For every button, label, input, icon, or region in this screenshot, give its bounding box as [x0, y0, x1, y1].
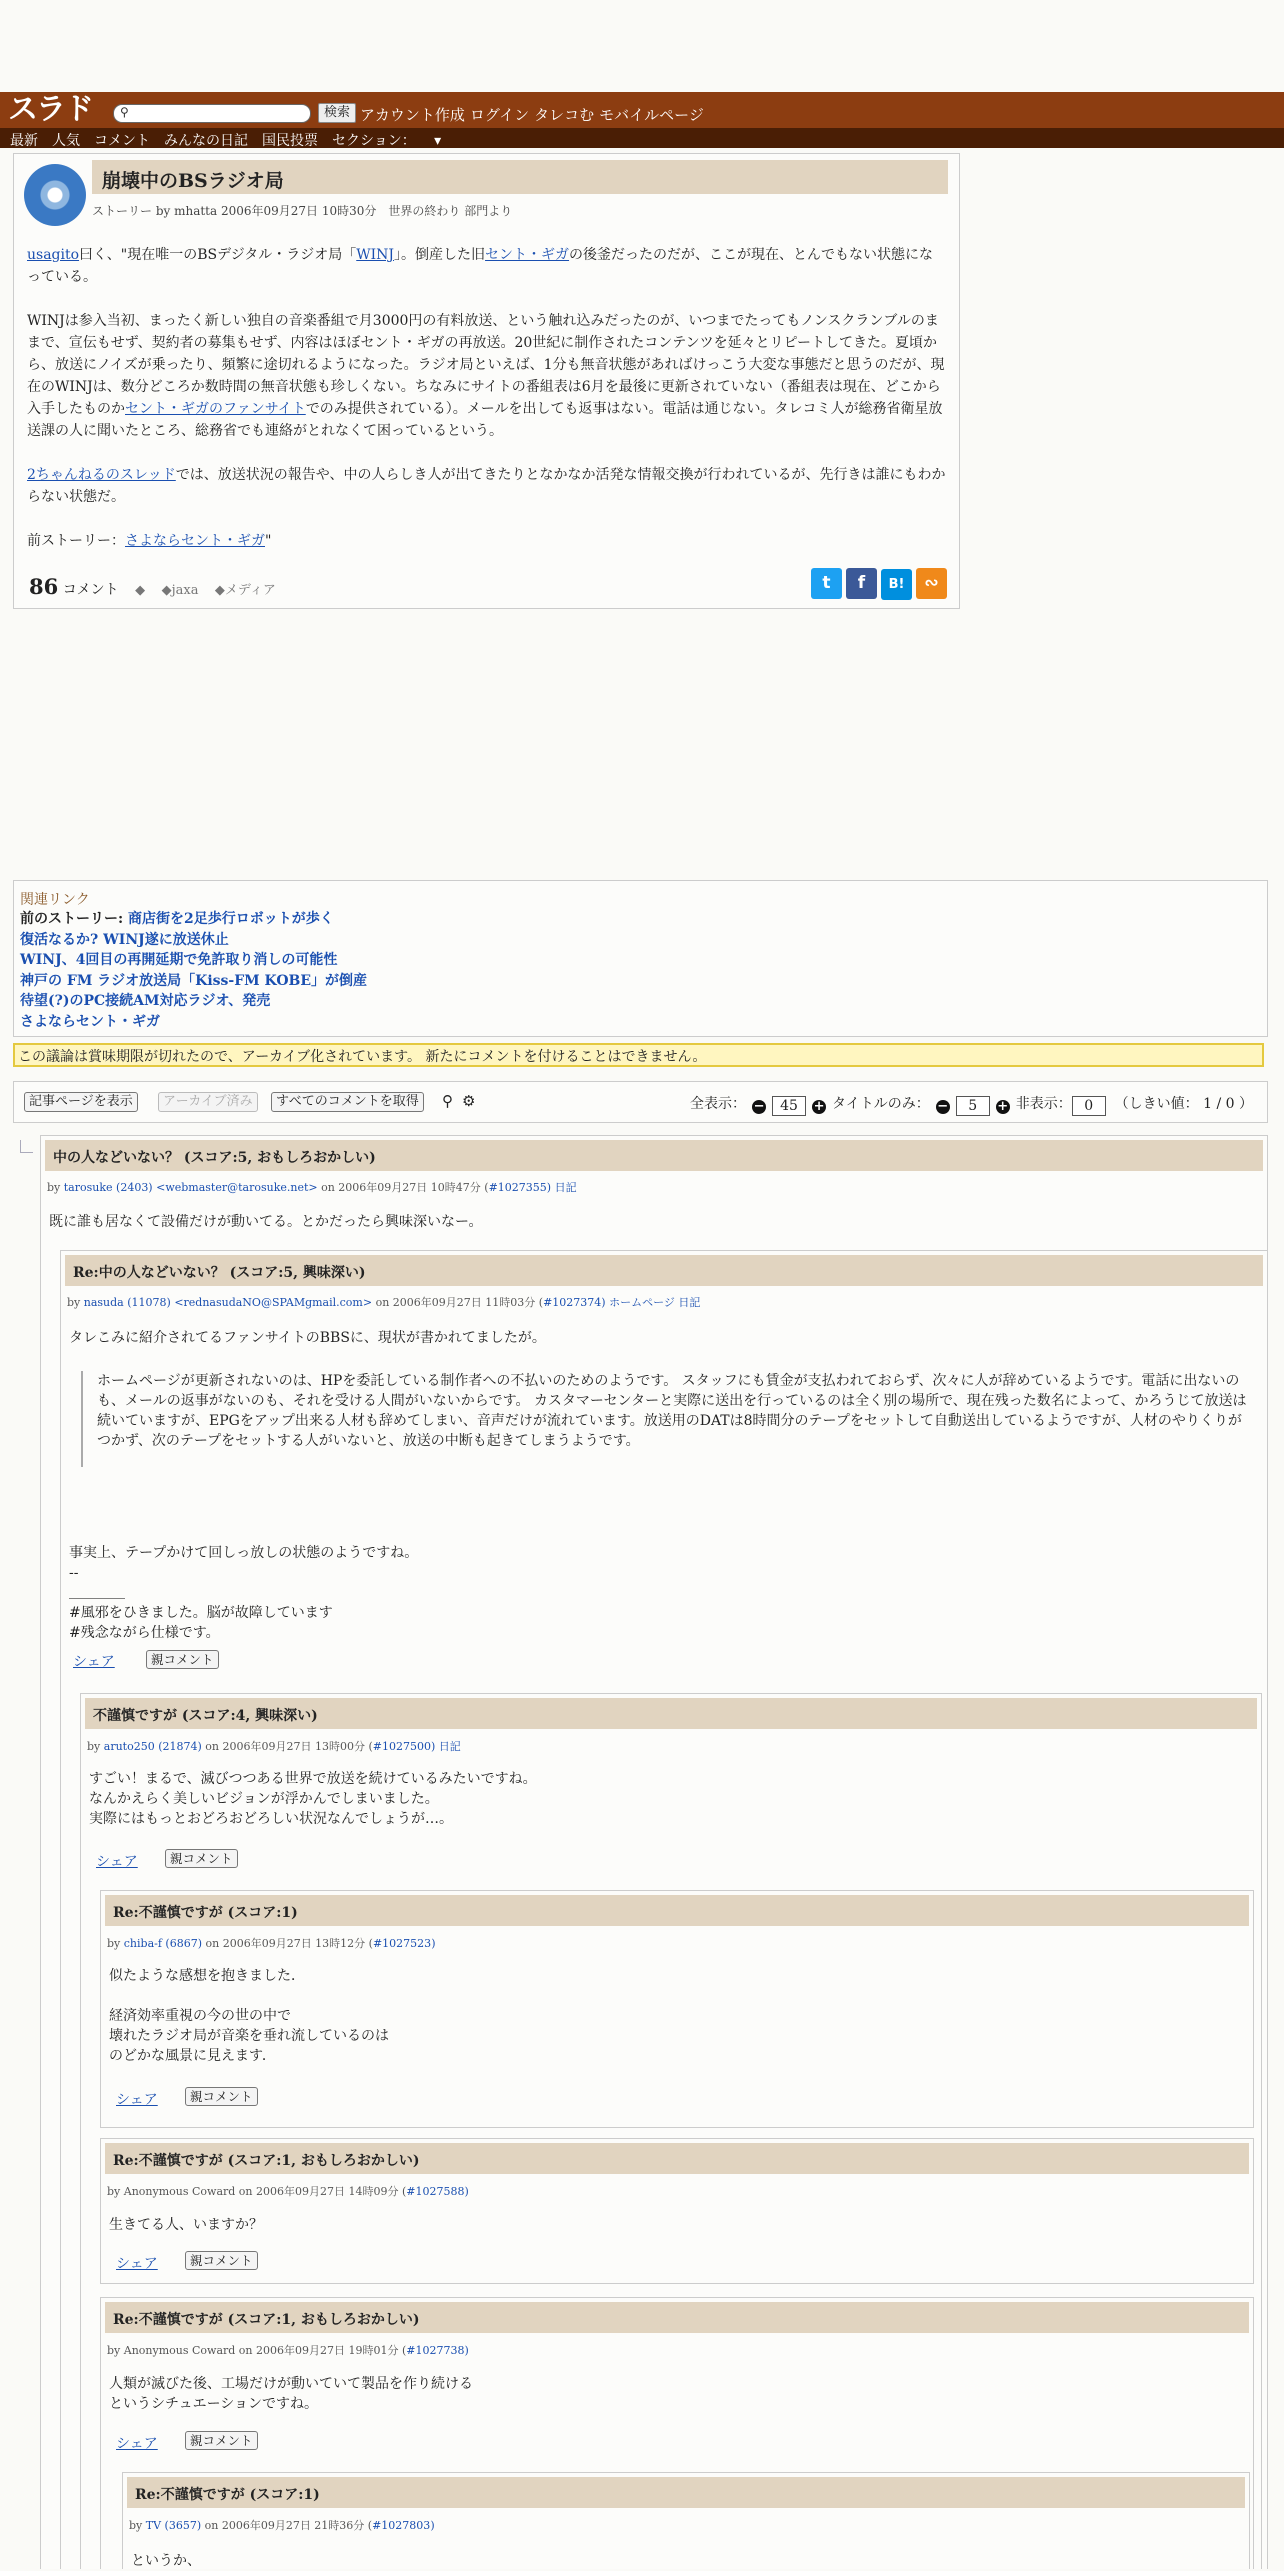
nav-sections[interactable]: セクション： ▾: [332, 133, 442, 149]
parent-comment-button[interactable]: 親コメント: [165, 1849, 238, 1868]
comment-user[interactable]: TV (3657): [145, 2519, 202, 2532]
comment-title[interactable]: 不謹慎ですが (スコア:4, 興味深い): [93, 1708, 318, 1724]
nav-bar: [0, 128, 1284, 148]
create-account-link[interactable]: アカウント作成: [360, 106, 465, 124]
comment-title[interactable]: Re:不謹慎ですが (スコア:1): [113, 1905, 298, 1921]
comment-user[interactable]: tarosuke (2403): [63, 1181, 153, 1194]
parent-comment-button[interactable]: 親コメント: [185, 2431, 258, 2450]
comment-meta: by aruto250 (21874) on 2006年09月27日 13時00分 (#1027500) 日記: [87, 1740, 461, 1753]
parent-comment-button[interactable]: 親コメント: [146, 1650, 219, 1669]
parent-comment-button[interactable]: 親コメント: [185, 2087, 258, 2106]
search-input[interactable]: [136, 106, 304, 120]
comment-meta: by chiba-f (6867) on 2006年09月27日 13時12分 (#1027523): [107, 1937, 436, 1950]
search-icon[interactable]: ⚲: [442, 1092, 453, 1110]
twitter-icon[interactable]: t: [811, 568, 842, 599]
comment-id[interactable]: #1027523: [372, 1937, 432, 1950]
comment-title[interactable]: Re:中の人などいない？ (スコア:5, 興味深い): [73, 1265, 366, 1281]
comment: [122, 2472, 1250, 2569]
comment-id[interactable]: #1027738: [406, 2344, 465, 2357]
related-heading: 関連リンク: [20, 892, 90, 908]
tag-jaxa[interactable]: ◆jaxa: [161, 583, 199, 598]
comment-id[interactable]: #1027588: [406, 2185, 465, 2198]
threshold-controls: 全表示： − 45 + タイトルのみ： − 5 + 非表示： 0 （しきい値： 1 / 0 ）: [690, 1096, 1253, 1114]
hidden-count-field[interactable]: 0: [1072, 1096, 1106, 1116]
share-link[interactable]: シェア: [73, 1654, 115, 1670]
full-count-field[interactable]: 45: [772, 1096, 806, 1116]
share-link[interactable]: シェア: [96, 1854, 138, 1870]
related-item: 前のストーリー: 商店街を2足歩行ロボットが歩く: [20, 911, 334, 927]
related-link[interactable]: 復活なるか? WINJ遂に放送休止: [20, 931, 229, 948]
winj-link[interactable]: WINJ: [356, 247, 395, 263]
related-link[interactable]: 待望(?)のPC接続AM対応ラジオ、発売: [20, 993, 271, 1009]
comment-title[interactable]: 中の人などいない？ (スコア:5, おもしろおかしい): [53, 1150, 376, 1166]
minus-icon[interactable]: −: [937, 1099, 949, 1114]
nav-latest[interactable]: 最新: [10, 133, 38, 149]
archive-notice: この議論は賞味期限が切れたので、アーカイブ化されています。 新たにコメントを付けることはできません。: [13, 1043, 1264, 1067]
minus-icon[interactable]: −: [753, 1099, 765, 1114]
story-title: 崩壊中のBSラジオ局: [102, 170, 284, 192]
facebook-icon[interactable]: f: [846, 568, 877, 599]
parent-comment-button[interactable]: 親コメント: [185, 2251, 258, 2270]
tag-icon[interactable]: ◆: [135, 583, 146, 598]
comment-title[interactable]: Re:不謹慎ですが (スコア:1, おもしろおかしい): [113, 2312, 420, 2328]
comment-user[interactable]: Anonymous Coward: [123, 2185, 236, 2198]
comment-label[interactable]: コメント: [62, 582, 119, 598]
archived-button: アーカイブ済み: [158, 1092, 258, 1112]
search-button[interactable]: 検索: [318, 103, 356, 123]
story-footer: [29, 574, 276, 599]
comment-text: 似たような感想を抱きました． 経済効率重視の今の世の中で 壊れたラジオ局が音楽を垂れ流しているのは のどかな風景に見えます．: [109, 1968, 389, 2064]
related-link[interactable]: 商店街を2足歩行ロボットが歩く: [128, 911, 334, 927]
nav-polls[interactable]: 国民投票: [262, 133, 318, 149]
2ch-thread-link[interactable]: 2ちゃんねるのスレッド: [27, 467, 176, 483]
rss-icon[interactable]: ∾: [916, 568, 947, 599]
share-icons: [807, 568, 947, 600]
top-bar: [0, 92, 1284, 128]
title-count-field[interactable]: 5: [956, 1096, 990, 1116]
prev-story-link[interactable]: さよならセント・ギガ: [125, 533, 265, 549]
comment-text: 事実上、テープかけて回しっ放しの状態のようですね。 -- ＿＿＿＿ #風邪をひきました。脳が故障しています #残念ながら仕様です。: [69, 1545, 419, 1641]
comment-id[interactable]: #1027374: [543, 1296, 602, 1309]
get-all-comments-button[interactable]: すべてのコメントを取得: [271, 1092, 424, 1112]
share-link[interactable]: シェア: [116, 2092, 158, 2108]
comment-user[interactable]: aruto250 (21874): [103, 1740, 202, 1753]
comment-user[interactable]: Anonymous Coward: [123, 2344, 236, 2357]
story-body: usagito曰く、"現在唯一のBSデジタル・ラジオ局「WINJ」。倒産した旧セント・ギガの後釜だったのだが、ここが現在、とんでもない状態になっている。 WINJは参入当初、まったく新しい独自の音楽番組で月3000円の有料放送、という触れ込みだったのが、いつまでたってもノンスクランブルのままで、宣伝もせず、契約者の募集もせず、内容はほぼセント・ギガの再放送。20世紀に制作されたコンテンツを延々とリピートしてきた。夏頃から、放送にノイズが乗ったり、頻繁に途切れるようになった。ラジオ局といえば、1分も無音状態があればけっこう大変な事態だと思うのだが、現在のWINJは、数分どころか数時間の無音状態も珍しくない。ちなみにサイトの番組表は6月を最後に更新されていない（番組表は現在、どこから入手したものかセント・ギガのファンサイトでのみ提供されている）。メールを出しても返事はない。電話は通じない。タレコミ人が総務省衛星放送課の人に聞いたところ、総務省でも連絡がとれなくて困っているという。 2ちゃんねるのスレッドでは、放送状況の報告や、中の人らしき人が出てきたりとなかなか活発な情報交換が行われているが、先行きは誰にもわからない状態だ。 前ストーリー：さよならセント・ギガ": [27, 247, 946, 549]
plus-icon[interactable]: +: [997, 1099, 1009, 1114]
comment-email[interactable]: <rednasudaNO@SPAMgmail.com>: [174, 1296, 373, 1309]
fansite-link[interactable]: セント・ギガのファンサイト: [125, 401, 306, 417]
mobile-page-link[interactable]: モバイルページ: [599, 106, 704, 124]
header-links: [360, 104, 709, 125]
comment-user[interactable]: chiba-f (6867): [123, 1937, 202, 1950]
comment-meta: by TV (3657) on 2006年09月27日 21時36分 (#1027803): [129, 2519, 435, 2532]
comment-quote: ホームページが更新されないのは、HPを委託している制作者への不払いのためのようです。 スタッフにも賃金が支払われておらず、次々に人が辞めているようです。電話に出ないのも、メールの返事がないのも、それを受ける人間がいないからです。 カスタマーセンターと実際に送出を行っているのは全く別の場所で、現在残った数名によって、かろうじて放送は続いていますが、EPGをアップ出来る人材も辞めてしまい、音声だけが流れています。放送用のDATは8時間分のテープをセットして自動送出しているようですが、人材のやりくりがつかず、次のテープをセットする人がいないと、放送の中断も起きてしまうようです。: [81, 1371, 1247, 1467]
comment-id[interactable]: #1027355: [488, 1181, 547, 1194]
login-link[interactable]: ログイン: [469, 106, 530, 124]
related-link[interactable]: WINJ、4回目の再開延期で免許取り消しの可能性: [20, 952, 338, 968]
share-link[interactable]: シェア: [116, 2436, 158, 2452]
comment-id[interactable]: #1027803: [372, 2519, 431, 2532]
comment-meta: by Anonymous Coward on 2006年09月27日 14時09分 (#1027588): [107, 2185, 469, 2198]
comment-title[interactable]: Re:不謹慎ですが (スコア:1, おもしろおかしい): [113, 2153, 420, 2169]
comment-text: 生きてる人、いますか？: [109, 2217, 263, 2233]
plus-icon[interactable]: +: [813, 1099, 825, 1114]
tag-media[interactable]: ◆メディア: [214, 583, 276, 598]
submit-story-link[interactable]: タレコむ: [534, 106, 595, 124]
comment-text: 人類が滅びた後、工場だけが動いていて製品を作り続ける というシチュエーションですね。: [109, 2376, 473, 2412]
comment-meta: by Anonymous Coward on 2006年09月27日 19時01分 (#1027738): [107, 2344, 469, 2357]
comment-text: 既に誰も居なくて設備だけが動いてる。とかだったら興味深いなー。: [49, 1214, 483, 1230]
hatena-icon[interactable]: B!: [881, 569, 912, 600]
comment-controls: [13, 1081, 1268, 1123]
comment-title[interactable]: Re:不謹慎ですが (スコア:1): [135, 2487, 320, 2503]
comment-meta: by nasuda (11078) <rednasudaNO@SPAMgmail.com> on 2006年09月27日 11時03分 (#1027374) ホームページ 日記: [67, 1296, 701, 1309]
comment-text: すごい！まるで、滅びつつある世界で放送を続けているみたいですね。 なんかえらく美しいビジョンが浮かんでしまいました。 実際にはもっとおどろおどろしい状況なんでしょうが…。: [89, 1771, 537, 1827]
search-icon: ⚲: [120, 105, 129, 119]
comment-id[interactable]: #1027500: [372, 1740, 431, 1753]
view-article-button[interactable]: 記事ページを表示: [24, 1092, 138, 1112]
nav-journals[interactable]: みんなの日記: [164, 133, 248, 149]
comment-email[interactable]: <webmaster@tarosuke.net>: [156, 1181, 318, 1194]
comment: [100, 1890, 1254, 2128]
site-logo[interactable]: スラド: [8, 92, 92, 127]
comment-meta: by tarosuke (2403) <webmaster@tarosuke.net> on 2006年09月27日 10時47分 (#1027355) 日記: [47, 1181, 577, 1194]
cd-icon: [24, 164, 86, 226]
share-link[interactable]: シェア: [116, 2256, 158, 2272]
search-box[interactable]: [113, 104, 311, 123]
comment-text: というか、: [131, 2553, 201, 2569]
comment-count[interactable]: 86: [29, 574, 59, 599]
related-link[interactable]: さよならセント・ギガ: [20, 1013, 160, 1030]
comment-user[interactable]: nasuda (11078): [83, 1296, 171, 1309]
comment: [100, 2138, 1254, 2284]
gear-icon[interactable]: ⚙: [462, 1092, 476, 1110]
story-title-bar: [92, 160, 948, 194]
story-meta: ストーリー by mhatta 2006年09月27日 10時30分 世界の終わり 部門より: [92, 204, 513, 218]
nav-comments[interactable]: コメント: [94, 133, 150, 149]
comment-text: タレこみに紹介されてるファンサイトのBBSに、現状が書かれてましたが。: [69, 1330, 546, 1346]
story-box: [13, 153, 960, 609]
related-link[interactable]: 神戸の FM ラジオ放送局「Kiss-FM KOBE」が倒産: [20, 972, 368, 989]
submitter-link[interactable]: usagito: [27, 247, 80, 263]
related-links: [13, 880, 1268, 1037]
st-giga-link[interactable]: セント・ギガ: [485, 247, 570, 263]
nav-popular[interactable]: 人気: [52, 133, 80, 149]
